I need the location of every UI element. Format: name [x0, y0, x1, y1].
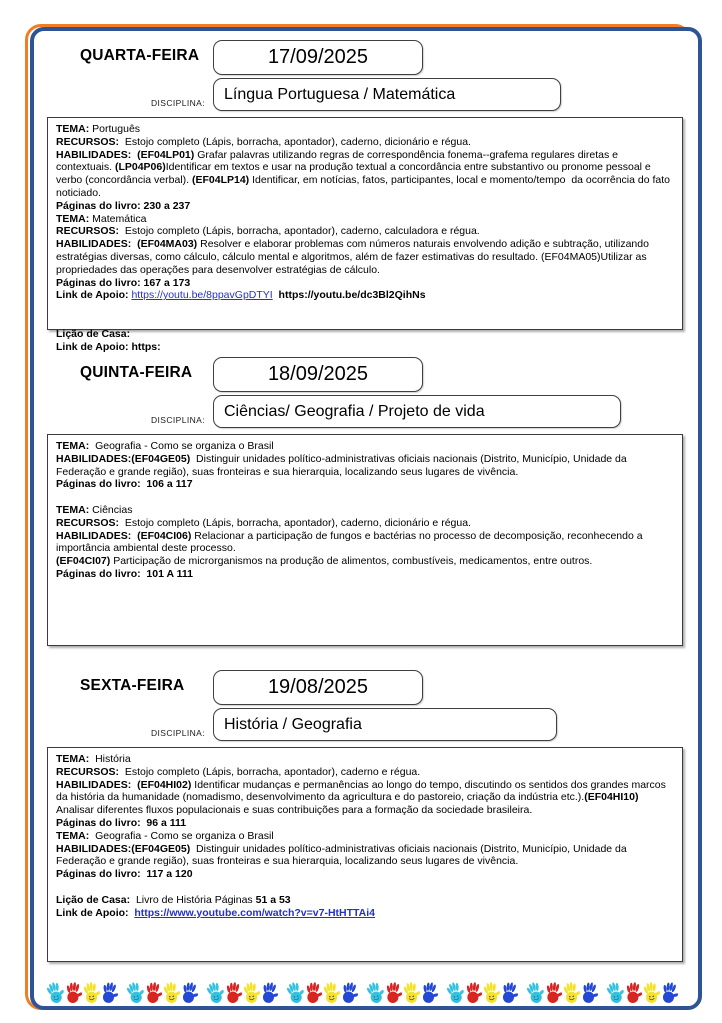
hand-group	[206, 981, 278, 1006]
discipline-value: História / Geografia	[224, 715, 362, 733]
hand-group	[366, 981, 438, 1006]
content-line	[56, 453, 674, 479]
content-line	[56, 149, 674, 200]
discipline-label: DISCIPLINA:	[151, 728, 205, 738]
content-label: Páginas do livro: 101 A 111	[56, 567, 193, 580]
date-value: 19/08/2025	[267, 676, 369, 698]
content-text: Estojo completo (Lápis, borracha, apontador), caderno, calculadora e régua.	[124, 225, 480, 238]
content-text: Ciências	[92, 503, 133, 516]
content-text: Estojo completo (Lápis, borracha, apontador), caderno, dicionário e régua.	[124, 135, 471, 148]
hand-group	[526, 981, 598, 1006]
discipline-label: DISCIPLINA:	[151, 415, 205, 425]
content-label: Lição de Casa:	[56, 327, 131, 340]
date-field[interactable]	[213, 40, 423, 75]
hand-print-icon	[258, 980, 280, 1008]
day-name: QUARTA-FEIRA	[80, 47, 200, 64]
hand-print-icon	[178, 980, 200, 1008]
date-value: 18/09/2025	[267, 363, 369, 385]
content-line	[56, 504, 674, 517]
lesson-content-box	[47, 434, 683, 646]
hand-print-icon	[82, 980, 101, 1006]
content-label: TEMA:	[56, 212, 93, 225]
hand-group	[126, 981, 198, 1006]
content-line	[56, 123, 674, 136]
content-text: Distinguir unidades político-administrativas oficiais nacionais (Distrito, Município, Unidade da Federação e grande região), suas fronteiras e sua hierarquia, localizando seus lugares de vivência.	[56, 842, 630, 868]
hand-print-icon	[98, 980, 120, 1008]
content-text: História	[95, 753, 131, 765]
lesson-content-box	[47, 747, 683, 962]
content-line	[56, 817, 674, 830]
content-line	[56, 440, 674, 453]
content-text: Distinguir unidades político-administrativas oficiais nacionais (Distrito, Município, Unidade da Federação e grande região), suas fronteiras e sua hierarquia, localizando seus lugares de vivência.	[56, 452, 630, 478]
content-label: (LP04P06)	[114, 161, 166, 174]
content-label: TEMA:	[56, 123, 93, 135]
content-label: (EF04HI10)	[584, 791, 642, 804]
content-label: RECURSOS:	[56, 516, 125, 529]
hand-print-icon	[402, 980, 421, 1006]
content-line	[56, 766, 674, 779]
content-text: Resolver e elaborar problemas com números naturais envolvendo adição e subtração, utilizando estratégias diversas, como cálculo, cálculo mental e algoritmos, além de fazer estimativas do resultado. (EF04MA05)Utilizar as propriedades das operações para desenvolver estratégias de cálculo.	[56, 238, 652, 276]
content-line	[56, 530, 674, 556]
content-line	[56, 568, 674, 581]
hand-print-icon	[418, 980, 440, 1008]
hand-print-icon	[223, 980, 243, 1007]
discipline-field[interactable]	[213, 395, 621, 428]
content-label: Páginas do livro: 230 a 237	[56, 199, 191, 212]
content-text: Português	[92, 123, 141, 135]
content-line	[56, 341, 674, 354]
content-label: Link de Apoio: https:	[56, 340, 161, 353]
content-text: Identificar em textos e usar na produção textual a concordância entre substantivo ou pronome pessoal e verbo (concordância verbal).	[56, 161, 654, 187]
hand-print-icon	[463, 980, 483, 1007]
content-label: Páginas do livro: 96 a 111	[56, 816, 187, 829]
day-name: QUINTA-FEIRA	[80, 364, 193, 381]
content-text: Geografia - Como se organiza o Brasil	[95, 829, 274, 842]
hands-decoration-row	[38, 976, 686, 1006]
discipline-value: Ciências/ Geografia / Projeto de vida	[224, 402, 485, 420]
content-text: Matemática	[92, 212, 147, 225]
content-label: Link de Apoio:	[56, 289, 132, 302]
hand-print-icon	[658, 980, 680, 1008]
content-line	[56, 894, 674, 907]
content-label: Páginas do livro: 167 a 173	[56, 276, 191, 289]
content-line	[56, 868, 674, 881]
content-line	[56, 213, 674, 226]
hand-group	[46, 981, 118, 1006]
date-value: 17/09/2025	[267, 46, 369, 68]
hand-print-icon	[322, 980, 341, 1006]
content-line	[56, 302, 674, 315]
content-line	[56, 907, 674, 920]
content-label: (EF04LP14)	[191, 174, 253, 187]
content-label: Link de Apoio:	[56, 906, 135, 919]
content-line	[56, 830, 674, 843]
content-line	[56, 200, 674, 213]
discipline-label: DISCIPLINA:	[151, 98, 205, 108]
day-name: SEXTA-FEIRA	[80, 677, 185, 694]
hand-group	[446, 981, 518, 1006]
hand-print-icon	[143, 980, 163, 1007]
content-label: HABILIDADES: (EF04LP01)	[56, 148, 198, 161]
content-label: RECURSOS:	[56, 225, 125, 238]
content-line	[56, 753, 674, 766]
discipline-value: Língua Portuguesa / Matemática	[224, 85, 456, 103]
content-label: RECURSOS:	[56, 765, 125, 778]
content-text: Identificar, em notícias, fatos, participantes, local e momento/tempo da ocorrência do fato noticiado.	[56, 174, 673, 199]
content-label: Páginas do livro: 117 a 120	[56, 868, 193, 881]
hand-print-icon	[383, 980, 403, 1007]
content-text: Geografia - Como se organiza o Brasil	[95, 440, 274, 452]
content-line	[56, 238, 674, 276]
content-line	[56, 843, 674, 869]
content-label: TEMA:	[56, 440, 96, 452]
content-label: TEMA:	[56, 753, 96, 765]
content-label: Páginas do livro: 106 a 117	[56, 478, 193, 491]
content-label: TEMA:	[56, 503, 93, 516]
content-line	[56, 277, 674, 290]
date-field[interactable]	[213, 670, 423, 705]
hand-print-icon	[562, 980, 581, 1006]
content-line	[56, 328, 674, 341]
content-text: Analisar diferentes fluxos populacionais e suas contribuições para a formação da sociedade brasileira.	[56, 804, 533, 817]
support-link[interactable]: https://www.youtube.com/watch?v=v7-HtHTTAi4	[134, 906, 376, 919]
hand-print-icon	[498, 980, 520, 1008]
support-link[interactable]: https://youtu.be/8ppavGpDTYI	[131, 289, 273, 302]
content-line	[56, 225, 674, 238]
content-line	[56, 555, 674, 568]
hand-group	[606, 981, 678, 1006]
hand-print-icon	[543, 980, 563, 1007]
content-line	[56, 289, 674, 302]
content-text: Relacionar a participação de fungos e bactérias no processo de decomposição, reconhecendo a importância ambiental deste processo.	[56, 529, 646, 555]
hand-print-icon	[338, 980, 360, 1008]
hand-print-icon	[623, 980, 643, 1007]
content-line	[56, 779, 674, 817]
content-text: Estojo completo (Lápis, borracha, apontador), caderno e régua.	[124, 765, 421, 778]
hand-print-icon	[63, 980, 83, 1007]
hand-print-icon	[162, 980, 181, 1006]
content-label: HABILIDADES:(EF04GE05)	[56, 452, 197, 465]
hand-print-icon	[578, 980, 600, 1008]
content-label: Lição de Casa:	[56, 893, 136, 906]
content-line	[56, 315, 674, 328]
content-label: TEMA:	[56, 829, 96, 842]
content-label: HABILIDADES: (EF04MA03)	[56, 238, 201, 251]
content-line	[56, 136, 674, 149]
content-label: HABILIDADES:(EF04GE05)	[56, 842, 197, 855]
hand-print-icon	[642, 980, 661, 1006]
content-line	[56, 881, 674, 894]
content-label: HABILIDADES: (EF04HI02)	[56, 778, 195, 791]
hand-group	[286, 981, 358, 1006]
content-line	[56, 517, 674, 530]
content-line	[56, 478, 674, 491]
content-line	[56, 491, 674, 504]
content-text: Estojo completo (Lápis, borracha, apontador), caderno, dicionário e régua.	[124, 516, 471, 529]
content-label: HABILIDADES: (EF04CI06)	[56, 529, 195, 542]
content-label: https://youtu.be/dc3Bl2QihNs	[278, 289, 426, 302]
content-label: (EF04CI07)	[56, 555, 114, 568]
hand-print-icon	[242, 980, 261, 1006]
discipline-field[interactable]	[213, 708, 557, 741]
date-field[interactable]	[213, 357, 423, 392]
content-text: Grafar palavras utilizando regras de correspondência fonema--grafema regulares diretas e contextuais.	[56, 148, 621, 174]
content-label: RECURSOS:	[56, 135, 125, 148]
content-text: Livro de História Páginas	[135, 893, 256, 906]
content-text: Participação de microrganismos na produção de alimentos, combustíveis, medicamentos, entre outros.	[113, 555, 593, 568]
lesson-content-box	[47, 117, 683, 353]
content-text: Identificar mudanças e permanências ao longo do tempo, discutindo os sentidos dos grandes marcos da história da humanidade (nomadismo, desenvolvimento da agricultura e do pastoreio, criação da indústria etc.).	[56, 778, 669, 804]
discipline-field[interactable]	[213, 78, 561, 111]
hand-print-icon	[303, 980, 323, 1007]
hand-print-icon	[482, 980, 501, 1006]
content-label: 51 a 53	[255, 893, 291, 906]
